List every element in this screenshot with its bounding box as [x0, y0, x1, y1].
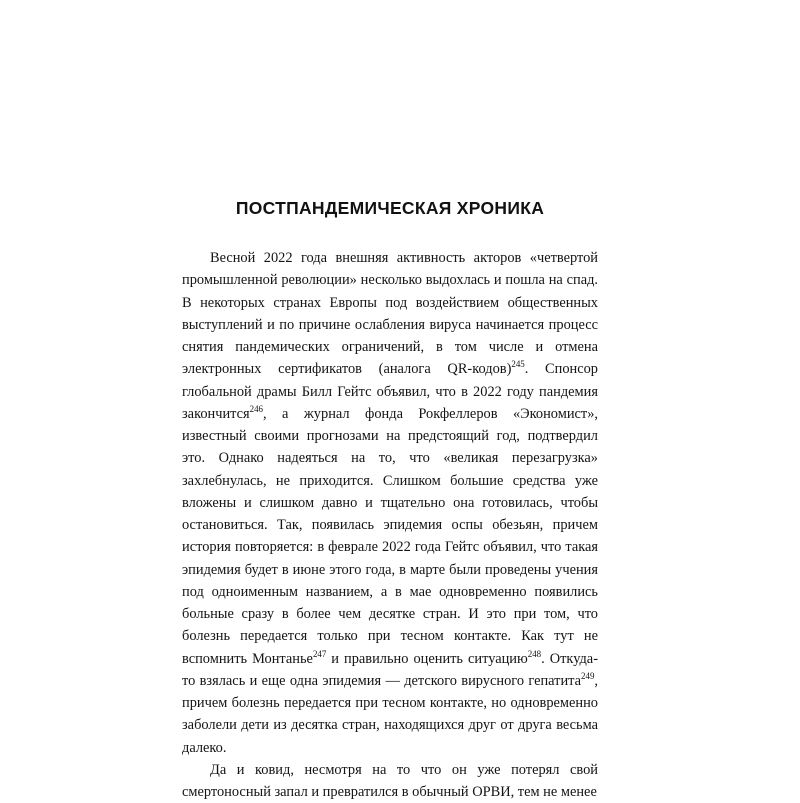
page-content — [182, 198, 598, 803]
footnote-marker-248: 248 — [527, 648, 542, 659]
footnote-marker-246: 246 — [249, 403, 263, 414]
footnote-marker-245: 245 — [511, 359, 525, 370]
footnote-marker-249: 249 — [581, 670, 595, 681]
footnote-marker-247: 247 — [312, 648, 327, 659]
paragraph-1: Весной 2022 года внешняя активность акторов «четвертой промышленной революции» несколько выдохлась и пошла на спад. В некоторых странах Европы под воздействием общественных выступлений и по причине ослабления вируса начинается процесс снятия пандемических ограничений, в том числе и отмена электронных сертификатов (аналога QR-кодов)$^{245}$. Спонсор глобальной драмы Билл Гейтс объявил, что в 2022 году пандемия закончится$^{246}$, а журнал фонда Рокфеллеров «Экономист», известный своими прогнозами на предстоящий год, подтвердил это. Однако надеяться на то, что «великая перезагрузка» захлебнулась, не приходится. Слишком большие средства уже вложены и слишком давно и тщательно она готовилась, чтобы остановиться. Так, появилась эпидемия оспы обезьян, причем история повторяется: в феврале 2022 года Гейтс объявил, что такая эпидемия будет в июне этого года, в марте были проведены учения под одноименным названием, а в мае одновременно появились больные сразу в более чем десятке стран. И это при том, что болезнь передается только при тесном контакте. Как тут не вспомнить Монтанье$^{247}$ и правильно оценить ситуацию$^{248}$. Откуда-то взялась и еще одна эпидемия — детского вирусного гепатита$^{249}$, причем болезнь передается при тесном контакте, но одновременно заболели дети из десятка стран, находящихся друг от друга весьма далеко. — [182, 250, 598, 756]
body-text — [182, 247, 598, 803]
chapter-title: ПОСТПАНДЕМИЧЕСКАЯ ХРОНИКА — [235, 198, 545, 218]
paragraph-2: Да и ковид, несмотря на то что он уже потерял свой смертоносный запал и превратился в обычный ОРВИ, тем не менее — [182, 761, 598, 800]
